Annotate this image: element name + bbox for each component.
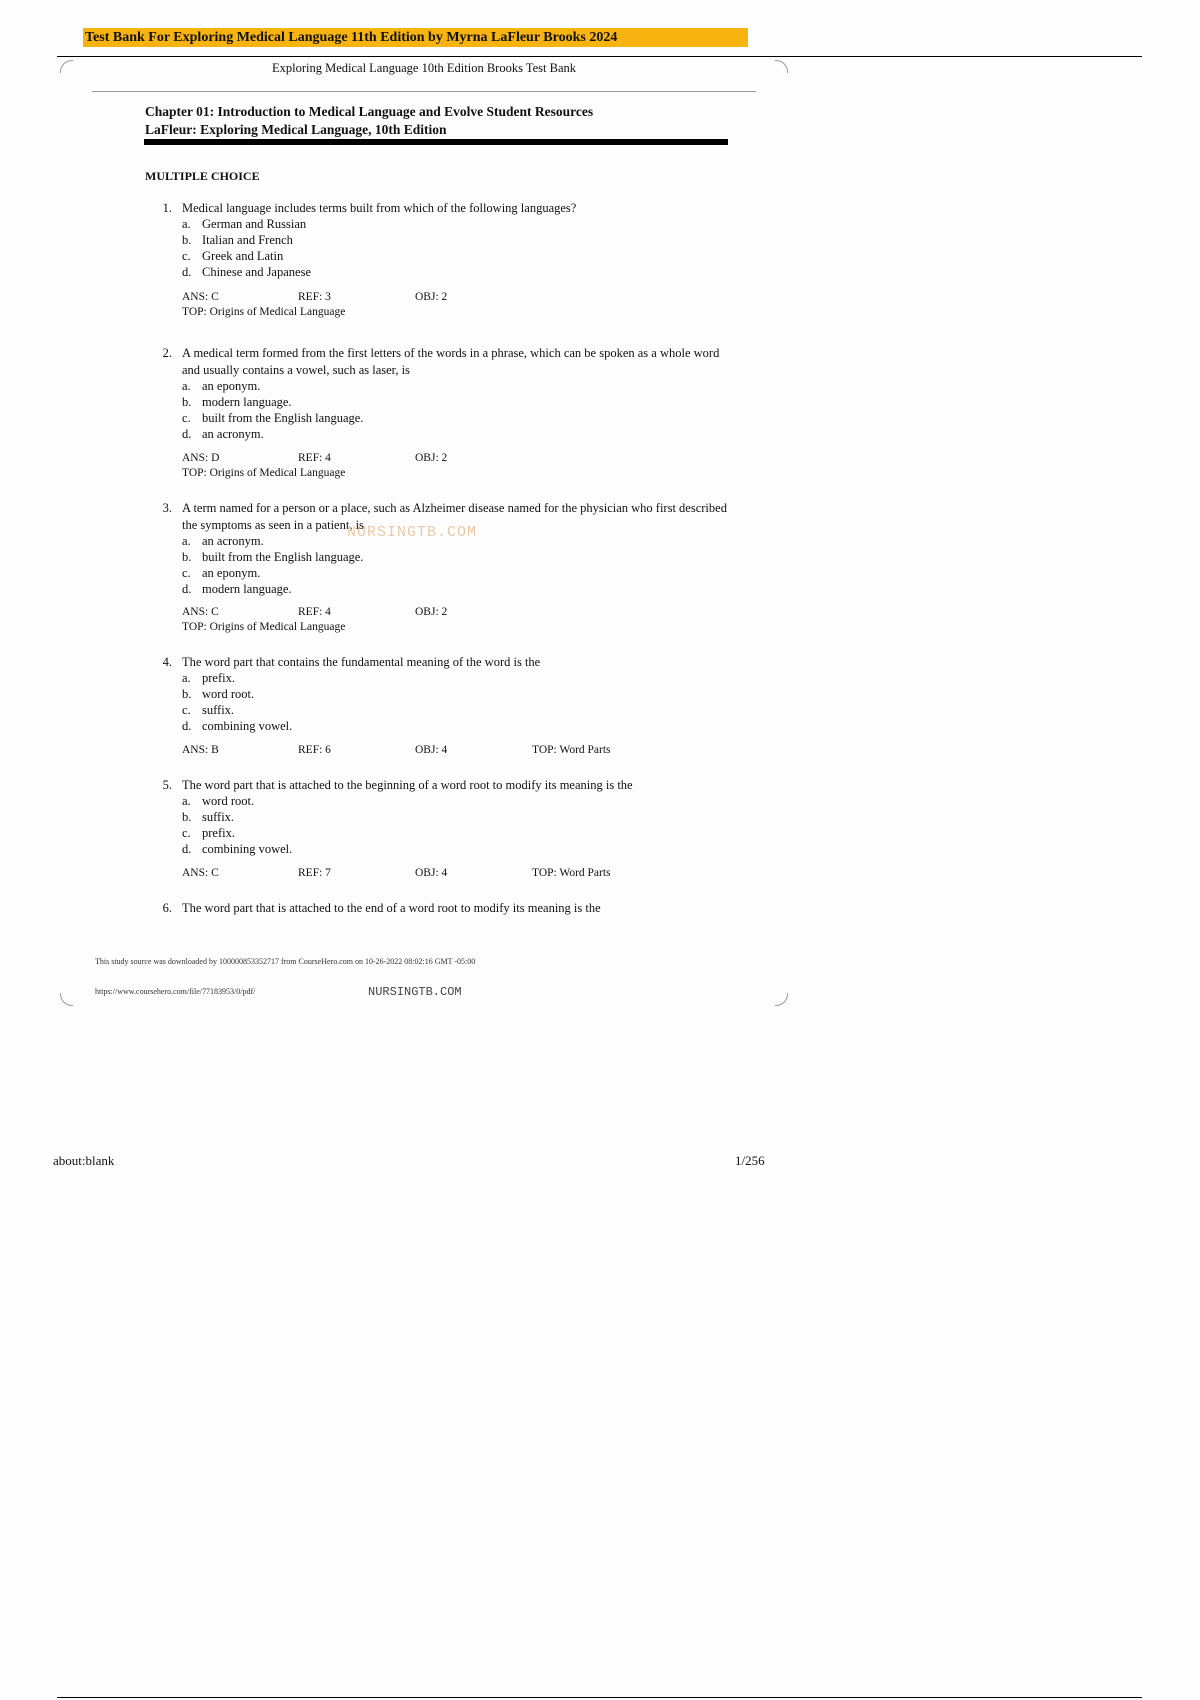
source-url: https://www.coursehero.com/file/77183953/0/pdf/ <box>95 987 256 996</box>
question-text: The word part that contains the fundamental meaning of the word is the <box>182 655 541 669</box>
answer-option: d. combining vowel. <box>182 842 293 856</box>
answer-option: c. suffix. <box>182 703 235 717</box>
question-number: 1. <box>162 201 172 215</box>
watermark-text: NURSINGTB.COM <box>347 524 478 541</box>
question-number: 3. <box>162 501 172 515</box>
browser-footer-url: about:blank <box>53 1153 115 1168</box>
running-head-rule <box>92 91 756 92</box>
answer-option: a. word root. <box>182 794 255 808</box>
chapter-rule <box>144 139 728 145</box>
answer-option: c. Greek and Latin <box>182 249 284 263</box>
answer-option: c. built from the English language. <box>182 411 364 425</box>
question-text: A term named for a person or a place, such as Alzheimer disease named for the physician who first described the symptoms as seen in a patient, is <box>182 501 727 532</box>
question-text: A medical term formed from the first letters of the words in a phrase, which can be spoken as a whole word and usually contains a vowel, such as laser, is <box>182 346 720 377</box>
chapter-heading <box>145 103 790 139</box>
answer-option: b. modern language. <box>182 395 292 409</box>
download-note: This study source was downloaded by 100000853352717 from CourseHero.com on 10-26-2022 08:02:16 GMT -05:00 <box>95 957 476 966</box>
page-counter: 1/256 <box>735 1153 765 1168</box>
answer-option: b. suffix. <box>182 810 235 824</box>
answer-option: a. German and Russian <box>182 217 307 231</box>
answer-option: b. Italian and French <box>182 233 293 247</box>
book-title: LaFleur: Exploring Medical Language, 10th Edition <box>145 122 447 137</box>
question-number: 2. <box>162 346 172 360</box>
chapter-title: Chapter 01: Introduction to Medical Language and Evolve Student Resources <box>145 104 594 119</box>
embedded-page: Exploring Medical Language 10th Edition Brooks Test Bank Chapter 01: Introduction to Medical Language and Evolve Student Resources LaFleur: Exploring Medical Language, 10th Edition MULTIPLE CHOICE 1. Medical language includes terms built from which of the following languages? a. German and Russian b. Italian and French c. Greek and Latin d. Chinese and Japanese ANS: C REF: 3 OBJ: 2 TOP: Origins of Medical Language 2. A medical term formed from the first letters of the words in a phrase, which can be spoken as a whole word and usually contains a vowel, such as laser, is a. an eponym. b. modern language. c. built from the English language. d. an acronym. ANS: D REF: 4 OBJ: 2 TOP: Origins of Medical Language 3. A term named for a person or a place, such as Alzheimer disease named for the physician who first described the symptoms as seen in a patient, is a. an acronym. b. built from the English language. c. an eponym. d. modern language. ANS: C REF: 4 OBJ: 2 TOP: Origins of Medical Language 4. The word part that contains the fundamental meaning of the word is the a. prefix. b. word root. c. suffix. d. combining vowel. ANS: B REF: 6 OBJ: 4 TOP: Word Parts 5. The word part that is attached to the beginning of a word root to modify its meaning is the a. word root. b. suffix. c. prefix. d. combining vowel. ANS: C REF: 7 OBJ: 4 TOP: Word Parts 6. The word part that is attached to the end of a word root to modify its meaning is the NURSINGTB.COM This study source was downloaded by 100000853352717 from CourseHero.com on 10-26-2022 08:02:16 GMT -05:00 https://www.coursehero.com/file/77183953/0/pdf/ NURSINGTB.COM <box>60 60 788 1006</box>
page-corner-mark <box>775 993 788 1006</box>
answer-option: c. prefix. <box>182 826 235 840</box>
page-corner-mark <box>60 993 73 1006</box>
answer-option: a. prefix. <box>182 671 235 685</box>
question-number: 5. <box>162 778 172 792</box>
answer-option: d. combining vowel. <box>182 719 293 733</box>
answer-option: b. built from the English language. <box>182 550 364 564</box>
question-text: Medical language includes terms built from which of the following languages? <box>182 201 577 215</box>
question-number: 4. <box>162 655 172 669</box>
top-divider <box>57 56 1142 57</box>
answer-option: b. word root. <box>182 687 255 701</box>
document-title-banner: Test Bank For Exploring Medical Language 11th Edition by Myrna LaFleur Brooks 2024 <box>83 28 748 47</box>
answer-option: c. an eponym. <box>182 566 261 580</box>
answer-option: a. an acronym. <box>182 534 264 548</box>
section-heading: MULTIPLE CHOICE <box>145 169 260 183</box>
answer-option: d. modern language. <box>182 582 292 596</box>
bottom-divider <box>57 1697 1142 1698</box>
question-text: The word part that is attached to the end of a word root to modify its meaning is the <box>182 901 601 915</box>
footer-brand: NURSINGTB.COM <box>368 985 462 999</box>
answer-option: d. Chinese and Japanese <box>182 265 311 279</box>
running-head: Exploring Medical Language 10th Edition Brooks Test Bank <box>271 61 577 75</box>
question-text: The word part that is attached to the beginning of a word root to modify its meaning is the <box>182 778 633 792</box>
answer-option: d. an acronym. <box>182 427 264 441</box>
question-number: 6. <box>162 901 172 915</box>
answer-option: a. an eponym. <box>182 379 261 393</box>
